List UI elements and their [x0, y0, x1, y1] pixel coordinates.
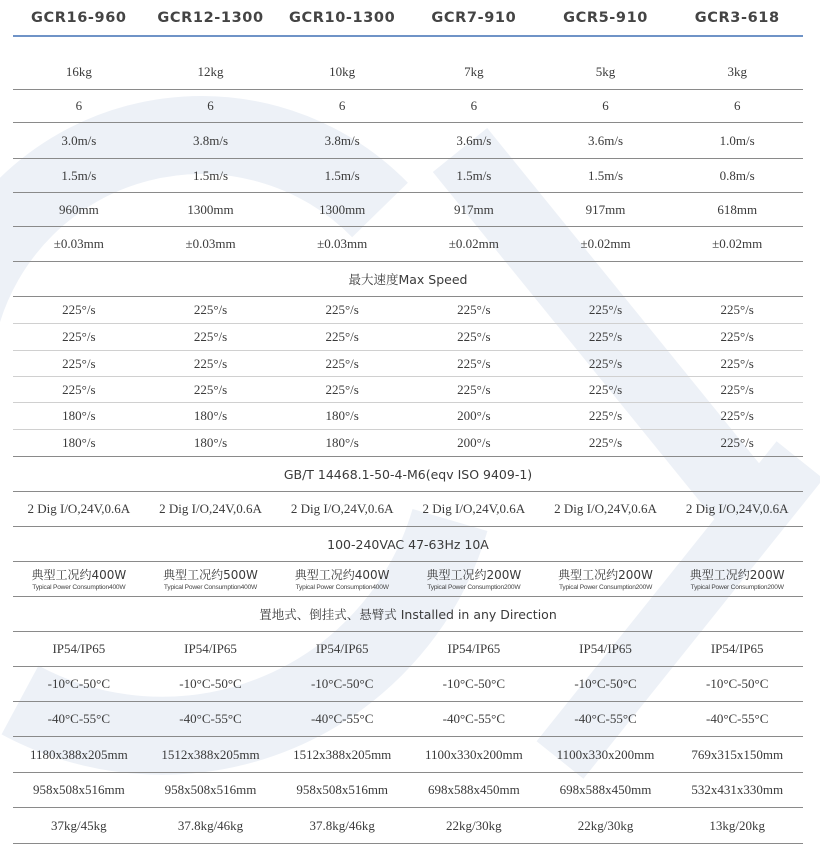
power-consumption-en: Typical Power Consumption200W: [690, 583, 784, 591]
joint-speed-value: 225°/s: [325, 381, 359, 397]
storage-temp-value: -40°C-55°C: [47, 711, 111, 726]
speed-typical-row: [13, 159, 803, 193]
joint-speed-value: 225°/s: [325, 302, 359, 317]
storage-temp-row: [13, 702, 803, 737]
model-name: GCR12-1300: [157, 9, 264, 26]
repeatability-row: [13, 227, 803, 262]
power-consumption-en: Typical Power Consumption400W: [163, 583, 258, 591]
payload-value: 10kg: [329, 63, 356, 79]
power-consumption-en: Typical Power Consumption400W: [32, 583, 126, 591]
storage-temp-value: -40°C-55°C: [705, 711, 769, 726]
packing-size-value: 1512x388x205mm: [293, 746, 392, 762]
speed-typical-value: 1.5m/s: [588, 167, 624, 183]
axes-value: 6: [338, 98, 346, 113]
joint-speed-value: 225°/s: [193, 381, 228, 397]
joint-speed-value: 225°/s: [457, 302, 491, 317]
base-size-row: [13, 773, 803, 808]
storage-temp-value: -40°C-55°C: [179, 711, 242, 726]
joint-speed-row: [13, 430, 803, 457]
joint-speed-value: 225°/s: [588, 435, 623, 450]
reach-value: 1300mm: [187, 201, 234, 217]
base-size-value: 958x508x516mm: [32, 782, 125, 797]
power-consumption-cn: 典型工况约400W: [31, 567, 127, 582]
speed-max-value: 3.8m/s: [324, 132, 360, 148]
protection-row: [13, 632, 803, 667]
spec-table: [13, 0, 803, 844]
operating-temp-value: -10°C-50°C: [179, 676, 242, 691]
joint-speed-value: 225°/s: [457, 355, 491, 371]
model-name: GCR5-910: [563, 9, 648, 26]
reach-row: [13, 193, 803, 227]
payload-value: 3kg: [727, 63, 747, 79]
power-consumption-cell: [145, 562, 277, 596]
axes-value: 6: [470, 98, 478, 113]
protection-value: IP54/IP65: [315, 641, 369, 656]
payload-value: 7kg: [464, 63, 484, 79]
packing-size-row: [13, 737, 803, 773]
protection-value: IP54/IP65: [447, 641, 501, 656]
joint-speed-value: 180°/s: [325, 435, 359, 450]
max-speed-title: 最大速度Max Speed: [348, 272, 468, 287]
reach-value: 618mm: [717, 201, 758, 217]
joint-speed-value: 225°/s: [588, 329, 623, 344]
packing-size-value: 769x315x150mm: [691, 746, 784, 762]
joint-speed-value: 225°/s: [720, 408, 754, 423]
joint-speed-value: 225°/s: [193, 355, 228, 371]
reach-value: 917mm: [585, 201, 626, 217]
model-header-row: [13, 0, 803, 37]
base-size-value: 958x508x516mm: [296, 782, 389, 797]
reach-value: 960mm: [58, 201, 99, 217]
speed-typical-value: 0.8m/s: [719, 167, 755, 183]
power-consumption-cell: [408, 562, 540, 596]
joint-speed-value: 180°/s: [62, 408, 96, 423]
joint-speed-value: 225°/s: [720, 302, 754, 317]
joint-speed-value: 225°/s: [720, 435, 754, 450]
operating-temp-row: [13, 667, 803, 702]
axes-value: 6: [207, 98, 214, 113]
repeatability-value: ±0.03mm: [185, 236, 236, 251]
joint-speed-value: 225°/s: [457, 381, 491, 397]
speed-typical-value: 1.5m/s: [61, 167, 97, 183]
joint-speed-value: 225°/s: [193, 302, 228, 317]
protection-value: IP54/IP65: [710, 641, 764, 656]
reach-value: 1300mm: [319, 201, 366, 217]
io-value: 2 Dig I/O,24V,0.6A: [159, 501, 262, 516]
power-consumption-cell: [540, 562, 672, 596]
model-name: GCR3-618: [694, 9, 780, 26]
operating-temp-value: -10°C-50°C: [442, 676, 506, 691]
joint-speed-value: 225°/s: [588, 408, 623, 423]
power-consumption-cn: 典型工况约400W: [294, 567, 390, 582]
joint-speed-value: 225°/s: [588, 381, 623, 397]
joint-speed-value: 200°/s: [457, 408, 491, 423]
weight-row: [13, 808, 803, 844]
power-supply: 100-240VAC 47-63Hz 10A: [327, 536, 489, 552]
speed-max-value: 3.0m/s: [61, 132, 97, 148]
storage-temp-value: -40°C-55°C: [442, 711, 506, 726]
model-name: GCR10-1300: [289, 9, 396, 26]
joint-speed-value: 225°/s: [720, 329, 754, 344]
joint-speed-row: [13, 297, 803, 324]
joint-speed-value: 180°/s: [193, 408, 228, 423]
payload-value: 5kg: [595, 63, 616, 79]
io-row: [13, 492, 803, 527]
packing-size-value: 1100x330x200mm: [424, 746, 523, 762]
standard-row: [13, 457, 803, 492]
power-consumption-cn: 典型工况约200W: [426, 567, 522, 582]
weight-value: 37.8kg/46kg: [177, 817, 244, 833]
joint-speed-value: 225°/s: [720, 381, 754, 397]
protection-value: IP54/IP65: [52, 641, 106, 656]
joint-speed-row: [13, 351, 803, 377]
io-value: 2 Dig I/O,24V,0.6A: [554, 501, 657, 516]
joint-speed-value: 225°/s: [325, 355, 359, 371]
installation: 置地式、倒挂式、悬臂式 Installed in any Direction: [259, 607, 557, 622]
header-gap: [13, 37, 803, 54]
base-size-value: 532x431x330mm: [691, 782, 784, 797]
repeatability-value: ±0.02mm: [448, 236, 499, 251]
repeatability-value: ±0.03mm: [53, 236, 104, 251]
power-consumption-cell: [671, 562, 803, 596]
joint-speed-value: 200°/s: [457, 435, 491, 450]
joint-speed-value: 225°/s: [62, 381, 96, 397]
axes-value: 6: [602, 98, 609, 113]
axes-value: 6: [733, 98, 741, 113]
protection-value: IP54/IP65: [579, 641, 632, 656]
joint-speed-value: 225°/s: [193, 329, 228, 344]
joint-speed-value: 180°/s: [193, 435, 228, 450]
joint-speed-value: 225°/s: [588, 355, 623, 371]
joint-speed-row: [13, 377, 803, 403]
operating-temp-value: -10°C-50°C: [574, 676, 637, 691]
speed-typical-value: 1.5m/s: [456, 167, 492, 183]
io-value: 2 Dig I/O,24V,0.6A: [422, 501, 526, 516]
weight-value: 22kg/30kg: [577, 817, 634, 833]
storage-temp-value: -40°C-55°C: [574, 711, 637, 726]
packing-size-value: 1100x330x200mm: [556, 746, 655, 762]
joint-speed-row: [13, 403, 803, 430]
joint-speed-value: 225°/s: [457, 329, 491, 344]
io-value: 2 Dig I/O,24V,0.6A: [290, 501, 394, 516]
power-consumption-cn: 典型工况约200W: [558, 567, 653, 582]
repeatability-value: ±0.02mm: [712, 236, 763, 251]
power-consumption-en: Typical Power Consumption200W: [558, 583, 653, 591]
payload-value: 12kg: [197, 63, 224, 79]
joint-speed-value: 225°/s: [62, 355, 96, 371]
operating-temp-value: -10°C-50°C: [47, 676, 111, 691]
power-consumption-en: Typical Power Consumption200W: [427, 583, 521, 591]
speed-max-value: 3.8m/s: [192, 132, 229, 148]
repeatability-value: ±0.03mm: [317, 236, 368, 251]
speed-max-value: 3.6m/s: [456, 132, 492, 148]
base-size-value: 698x588x450mm: [427, 782, 520, 797]
reach-value: 917mm: [453, 201, 494, 217]
weight-value: 13kg/20kg: [709, 817, 765, 833]
power-supply-row: [13, 527, 803, 562]
operating-temp-value: -10°C-50°C: [705, 676, 769, 691]
repeatability-value: ±0.02mm: [580, 236, 631, 251]
speed-typical-value: 1.5m/s: [192, 167, 229, 183]
joint-speed-value: 180°/s: [62, 435, 96, 450]
power-consumption-cn: 典型工况约200W: [689, 567, 785, 582]
operating-temp-value: -10°C-50°C: [310, 676, 374, 691]
weight-value: 37.8kg/46kg: [309, 817, 375, 833]
joint-speed-value: 225°/s: [325, 329, 359, 344]
joint-speed-value: 225°/s: [62, 329, 96, 344]
base-size-value: 958x508x516mm: [164, 782, 257, 797]
axes-value: 6: [75, 98, 83, 113]
power-consumption-row: [13, 562, 803, 597]
joint-speed-value: 225°/s: [588, 302, 623, 317]
joint-speed-row: [13, 324, 803, 351]
model-name: GCR7-910: [431, 9, 517, 26]
joint-speed-value: 225°/s: [62, 302, 96, 317]
weight-value: 37kg/45kg: [51, 817, 107, 833]
flange-standard: GB/T 14468.1-50-4-M6(eqv ISO 9409-1): [283, 466, 533, 482]
io-value: 2 Dig I/O,24V,0.6A: [27, 501, 131, 516]
base-size-value: 698x588x450mm: [559, 782, 652, 797]
weight-value: 22kg/30kg: [446, 817, 502, 833]
power-consumption-en: Typical Power Consumption400W: [295, 583, 389, 591]
joint-speed-value: 180°/s: [325, 408, 359, 423]
axes-row: [13, 90, 803, 123]
payload-row: [13, 54, 803, 90]
io-value: 2 Dig I/O,24V,0.6A: [685, 501, 789, 516]
protection-value: IP54/IP65: [184, 641, 237, 656]
speed-max-value: 3.6m/s: [588, 132, 624, 148]
packing-size-value: 1512x388x205mm: [161, 746, 260, 762]
power-consumption-cell: [276, 562, 408, 596]
model-name: GCR16-960: [31, 9, 127, 26]
payload-value: 16kg: [65, 63, 92, 79]
storage-temp-value: -40°C-55°C: [310, 711, 374, 726]
max-speed-title-row: [13, 262, 803, 297]
joint-speed-value: 225°/s: [720, 355, 754, 371]
installation-row: [13, 597, 803, 632]
speed-max-value: 1.0m/s: [719, 132, 755, 148]
speed-max-row: [13, 123, 803, 159]
power-consumption-cn: 典型工况约500W: [163, 567, 258, 582]
power-consumption-cell: [13, 562, 145, 596]
packing-size-value: 1180x388x205mm: [29, 746, 128, 762]
speed-typical-value: 1.5m/s: [324, 167, 360, 183]
